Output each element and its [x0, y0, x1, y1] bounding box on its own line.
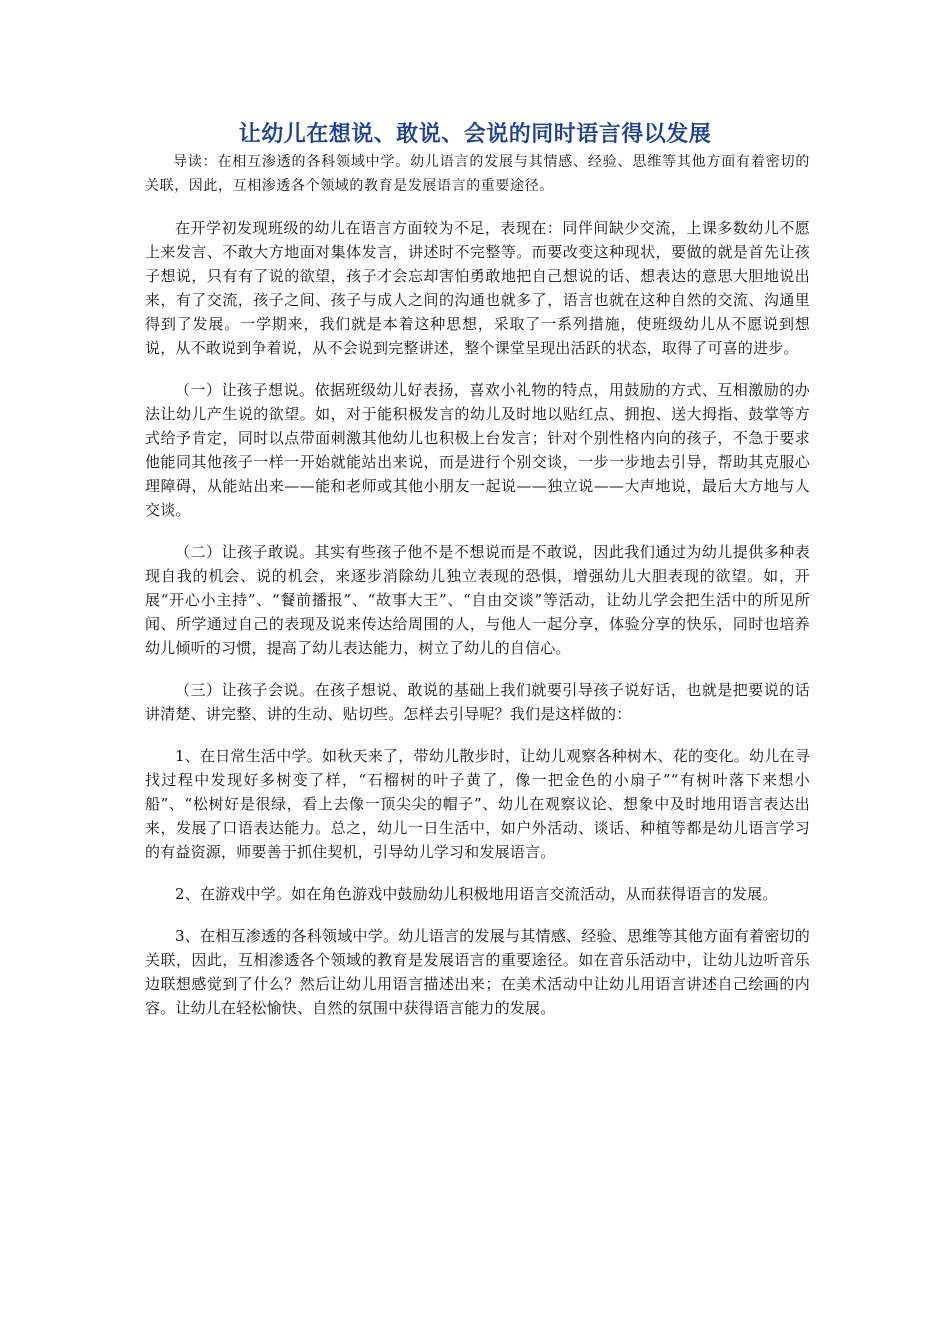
body-paragraph-daily-life: 1、在日常生活中学。如秋天来了，带幼儿散步时，让幼儿观察各种树木、花的变化。幼儿在寻找过程中发现好多树变了样，“石榴树的叶子黄了，像一把金色的小扇子”“有树叶落下来想小船”、“松树好是很绿，看上去像一顶尖尖的帽子”、幼儿在观察议论、想象中及时地用语言表达出来，发展了口语表达能力。总之，幼儿一日生活中，如户外活动、谈话、种植等都是幼儿语言学习的有益资源，师要善于抓住契机，引导幼儿学习和发展语言。	[145, 747, 810, 861]
intro-paragraph: 导读：在相互渗透的各科领域中学。幼儿语言的发展与其情感、经验、思维等其他方面有着密切的关联，因此，互相渗透各个领域的教育是发展语言的重要途径。	[145, 154, 810, 194]
body-paragraph-games: 2、在游戏中学。如在角色游戏中鼓励幼儿积极地用语言交流活动，从而获得语言的发展。	[175, 885, 778, 903]
document-title: 让幼儿在想说、敢说、会说的同时语言得以发展	[238, 122, 712, 147]
body-paragraph-want-to-speak: （一）让孩子想说。依据班级幼儿好表扬，喜欢小礼物的特点，用鼓励的方式、互相激励的办法让幼儿产生说的欲望。如，对于能积极发言的幼儿及时地以贴红点、拥抱、送大拇指、鼓掌等方式给予肯定，同时以点带面刺激其他幼儿也积极上台发言；针对个别性格内向的孩子，不急于要求他能同其他孩子一样一开始就能站出来说，而是进行个别交谈，一步一步地去引导，帮助其克服心理障碍，从能站出来——能和老师或其他小朋友一起说——独立说——大声地说，最后大方地与人交谈。	[145, 381, 810, 519]
body-paragraph-dare-to-speak: （二）让孩子敢说。其实有些孩子他不是不想说而是不敢说，因此我们通过为幼儿提供多种表现自我的机会、说的机会，来逐步消除幼儿独立表现的恐惧，增强幼儿大胆表现的欲望。如，开展“开心小主持”、“餐前播报”、“故事大王”、“自由交谈”等活动，让幼儿学会把生活中的所见所闻、所学通过自己的表现及说来传达给周围的人，与他人一起分享，体验分享的快乐，同时也培养幼儿倾听的习惯，提高了幼儿表达能力，树立了幼儿的自信心。	[145, 543, 810, 657]
body-paragraph-able-to-speak: （三）让孩子会说。在孩子想说、敢说的基础上我们就要引导孩子说好话，也就是把要说的话讲清楚、讲完整、讲的生动、贴切些。怎样去引导呢？我们是这样做的：	[145, 681, 810, 723]
body-paragraph-situation: 在开学初发现班级的幼儿在语言方面较为不足，表现在：同伴间缺少交流，上课多数幼儿不愿上来发言、不敢大方地面对集体发言，讲述时不完整等。而要改变这种现状，要做的就是首先让孩子想说，只有有了说的欲望，孩子才会忘却害怕勇敢地把自己想说的话、想表达的意思大胆地说出来，有了交流，孩子之间、孩子与成人之间的沟通也就多了，语言也就在这种自然的交流、沟通里得到了发展。一学期来，我们就是本着这种思想，采取了一系列措施，使班级幼儿从不愿说到想说，从不敢说到争着说，从不会说到完整讲述，整个课堂呈现出活跃的状态，取得了可喜的进步。	[145, 219, 810, 357]
document-body	[145, 150, 810, 1038]
body-paragraph-subjects: 3、在相互渗透的各科领域中学。幼儿语言的发展与其情感、经验、思维等其他方面有着密切的关联，因此，互相渗透各个领域的教育是发展语言的重要途径。如在音乐活动中，让幼儿边听音乐边联想感觉到了什么？然后让幼儿用语言描述出来；在美术活动中让幼儿用语言讲述自己绘画的内容。让幼儿在轻松愉快、自然的氛围中获得语言能力的发展。	[145, 927, 810, 1017]
